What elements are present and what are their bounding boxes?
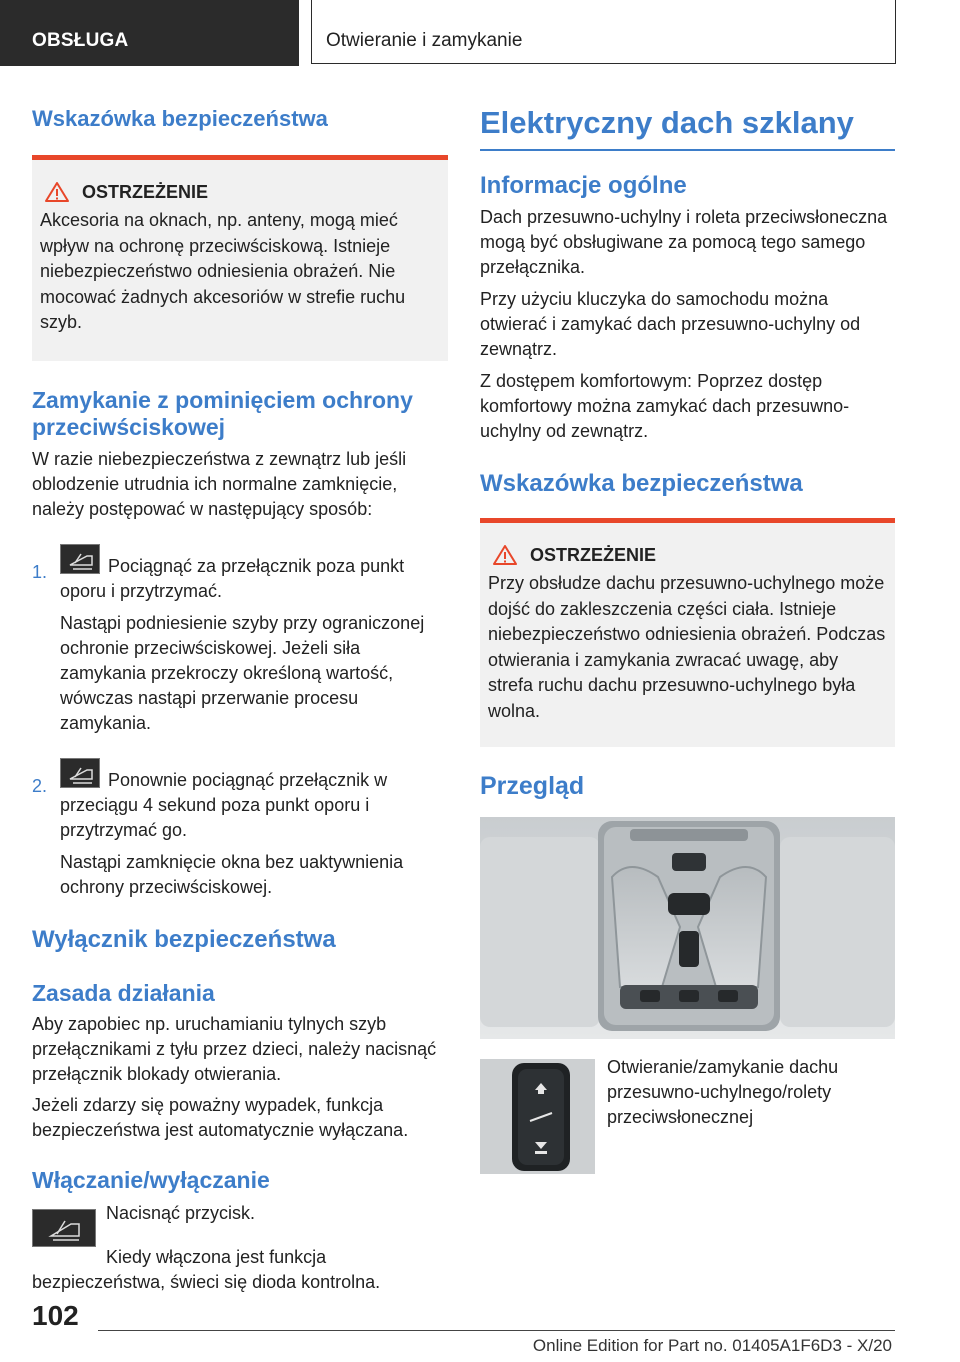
onoff-heading: Włączanie/wyłączanie — [32, 1167, 270, 1193]
warning-text: Akcesoria na oknach, np. anteny, mogą mieć wpływ na ochronę przeciwściskową. Istnieje niebezpieczeństwo odniesienia obrażeń. Nie mocować żadnych akcesoriów w strefie ruchu szyb. — [40, 210, 406, 332]
warning-box-1 — [32, 155, 448, 361]
warning-text: Przy obsłudze dachu przesuwno-uchylnego może dojść do zakleszczenia części ciała. Istnieje niebezpieczeństwo odniesienia obrażeń. Podczas otwierania i zamykania zwracać uwagę, aby strefa ruchu dachu przesuwno-uchylnego była wolna. — [488, 573, 886, 721]
bypass-intro: W razie niebezpieczeństwa z zewnątrz lub jeśli oblodzenie utrudnia ich normalne zamknięcie, należy postępować w następujący sposób: — [32, 449, 407, 519]
step-number: 2. — [32, 776, 48, 796]
roof-switch-closeup-photo — [480, 1059, 595, 1174]
warning-title: OSTRZEŻENIE — [530, 545, 657, 565]
warning-triangle-icon — [44, 181, 70, 203]
step-text: Pociągnąć za przełącznik poza punkt oporu i przytrzymać. — [60, 556, 405, 601]
page-number: 102 — [32, 1300, 79, 1331]
roof-console-photo — [480, 817, 895, 1039]
window-switch-icon — [60, 544, 100, 574]
step-note: Nastąpi zamknięcie okna bez uaktywnienia ochrony przeciwściskowej. — [60, 852, 404, 897]
safety-heading-right: Wskazówka bezpieczeństwa — [480, 470, 803, 497]
page-header — [0, 0, 960, 66]
footer-divider — [98, 1330, 895, 1331]
window-switch-icon — [60, 758, 100, 788]
safety-heading-left: Wskazówka bezpieczeństwa — [32, 106, 328, 131]
section-tab: OBSŁUGA — [0, 0, 299, 66]
onoff-text-2: Kiedy włączona jest funkcja bezpieczeństwa, świeci się dioda kontrolna. — [32, 1247, 381, 1292]
step-text: Ponownie pociągnąć przełącznik w przeciągu 4 sekund poza punkt oporu i przytrzymać go. — [60, 770, 388, 840]
step-note: Nastąpi podniesienie szyby przy ograniczonej ochronie przeciwściskowej. Jeżeli siła zamykania przekroczy określoną wartość, wówczas nastąpi przerwanie procesu zamykania. — [60, 613, 425, 733]
lock-switch-icon — [32, 1209, 96, 1247]
principle-text-1: Aby zapobiec np. uruchamianiu tylnych szyb przełącznikami z tyłu przez dzieci, należy nacisnąć przełącznik blokady otwierania. — [32, 1014, 437, 1084]
step-2 — [32, 758, 448, 900]
principle-heading: Zasada działania — [32, 980, 215, 1006]
general-text-2: Przy użyciu kluczyka do samochodu można otwierać i zamykać dach przesuwno-uchylny od zewnątrz. — [480, 289, 861, 359]
page-title: Elektryczny dach szklany — [480, 103, 895, 151]
edition-info: Online Edition for Part no. 01405A1F6D3 - X/20 — [532, 1336, 892, 1355]
general-text-3: Z dostępem komfortowym: Poprzez dostęp komfortowy można zamykać dach przesuwno-uchylny od zewnątrz. — [480, 371, 850, 441]
safety-switch-heading: Wyłącznik bezpieczeństwa — [32, 926, 336, 953]
general-heading: Informacje ogólne — [480, 172, 687, 199]
overview-heading: Przegląd — [480, 772, 585, 800]
step-number: 1. — [32, 562, 48, 582]
photo-caption: Otwieranie/zamykanie dachu przesuwno-uchylnego/rolety przeciwsłonecznej — [607, 1057, 839, 1127]
warning-title: OSTRZEŻENIE — [82, 182, 209, 202]
warning-triangle-icon — [492, 544, 518, 566]
warning-box-2 — [480, 518, 895, 747]
general-text-1: Dach przesuwno-uchylny i roleta przeciwsłoneczna mogą być obsługiwane za pomocą tego samego przełącznika. — [480, 207, 888, 277]
principle-text-2: Jeżeli zdarzy się poważny wypadek, funkcja bezpieczeństwa jest automatycznie wyłączana. — [32, 1095, 409, 1140]
chapter-title: Otwieranie i zamykanie — [311, 0, 896, 64]
left-column — [32, 96, 448, 1295]
bypass-heading: Zamykanie z pominięciem ochrony przeciwściskowej — [32, 387, 413, 440]
right-column — [480, 96, 895, 1174]
step-1 — [32, 544, 448, 736]
onoff-text-1: Nacisnąć przycisk. — [106, 1203, 256, 1223]
